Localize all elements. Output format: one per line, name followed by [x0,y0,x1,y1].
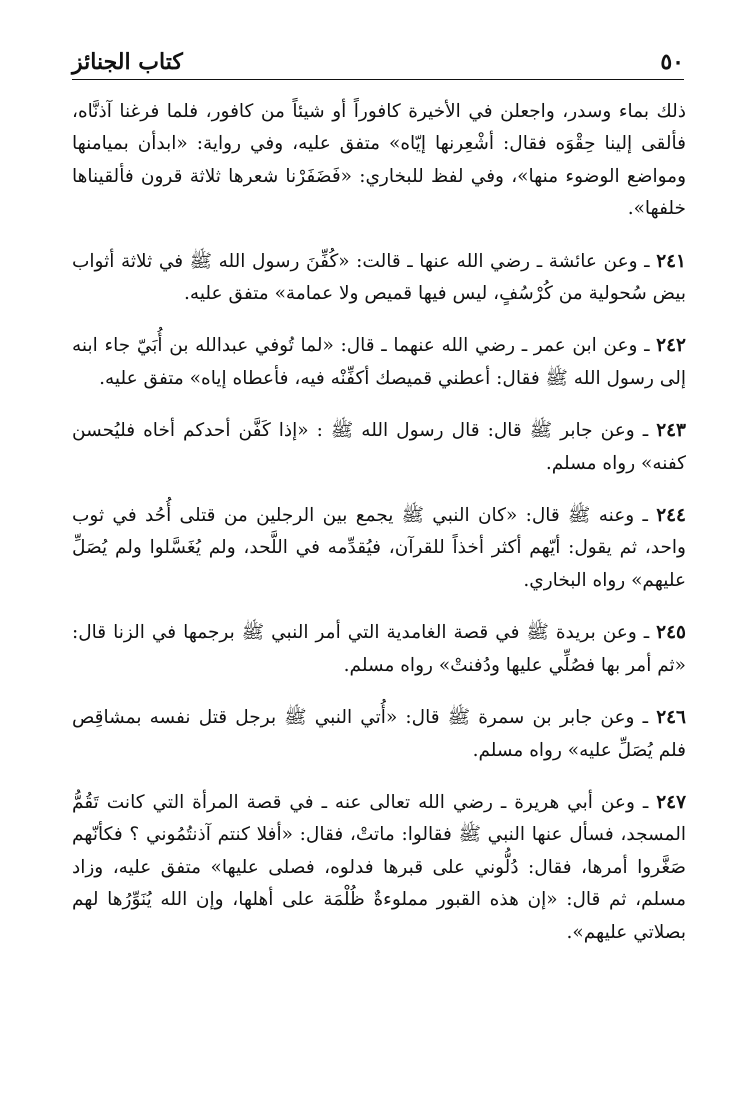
hadith-text: ـ وعن ابن عمر ـ رضي الله عنهما ـ قال: «لما تُوفي عبدالله بن أُبَيّ جاء ابنه إلى رسول الله ﷺ فقال: أعطني قميصك أكفِّنْه فيه، فأعطاه إياه» متفق عليه. [72,335,686,389]
hadith-241 [72,246,686,311]
hadith-text: ـ وعن عائشة ـ رضي الله عنها ـ قالت: «كُفِّنَ رسول الله ﷺ في ثلاثة أثواب بيض سُحولية من كُرْسُفٍ، ليس فيها قميص ولا عمامة» متفق عليه. [72,250,686,305]
hadith-242 [72,330,686,395]
hadith-number: ٢٤٥ [656,622,686,644]
running-title: كتاب الجنائز [72,49,183,75]
hadith-243 [72,415,686,480]
hadith-text: ـ وعن أبي هريرة ـ رضي الله تعالى عنه ـ في قصة المرأة التي كانت تَقُمُّ المسجد، فسأل عنها النبي ﷺ فقالوا: ماتتْ، فقال: «أفلا كنتم آذنتُمُوني ؟ فكأنّهم صَغَّروا أمرها، فقال: دُلُّوني على قبرها فدلوه، فصلى عليها» متفق عليه، وزاد مسلم، ثم قال: «إن هذه القبور مملوءةٌ ظُلْمَة على أهلها، وإن الله يُنَوِّرُها لهم بصلاتي عليهم». [72,791,686,943]
hadith-number: ٢٤٦ [656,707,686,729]
paragraph-text: ذلك بماء وسدر، واجعلن في الأخيرة كافوراً أو شيئاً من كافور، فلما فرغنا آذنَّاه، فألقى إلينا حِقْوَه فقال: أشْعِرنها إيّاه» متفق عليه، وفي رواية: «ابدأن بميامنها ومواضع الوضوء منها»، وفي لفظ للبخاري: «فَضَفَرْنا شعرها ثلاثة قرون فألقيناها خلفها». [72,101,686,220]
hadith-text: ـ وعن جابر بن سمرة ﷺ قال: «أُتي النبي ﷺ برجل قتل نفسه بمشاقِص فلم يُصَلِّ عليه» رواه مسلم. [72,707,686,761]
hadith-245 [72,617,686,682]
hadith-text: ـ وعن بريدة ﷺ في قصة الغامدية التي أمر النبي ﷺ برجمها في الزنا قال: «ثم أمر بها فصُلِّي عليها ودُفنتْ» رواه مسلم. [72,622,686,676]
hadith-247 [72,787,686,949]
hadith-number: ٢٤١ [656,250,686,272]
page-number: ٥٠ [660,49,684,75]
hadith-number: ٢٤٣ [656,420,686,442]
hadith-number: ٢٤٧ [656,791,687,813]
hadith-246 [72,702,686,767]
body-text [72,96,686,969]
hadith-244 [72,500,686,597]
hadith-number: ٢٤٢ [656,335,686,357]
hadith-number: ٢٤٤ [656,505,686,527]
paragraph-continuation [72,96,686,226]
hadith-text: ـ وعن جابر ﷺ قال: قال رسول الله ﷺ : «إذا كَفَّن أحدكم أخاه فليُحسن كفنه» رواه مسلم. [72,420,686,474]
hadith-text: ـ وعنه ﷺ قال: «كان النبي ﷺ يجمع بين الرجلين من قتلى أُحُد في ثوب واحد، ثم يقول: أيّهم أكثر أخذاً للقرآن، فيُقدِّمه في اللَّحد، ولم يُغَسَّلوا ولم يُصَلِّ عليهم» رواه البخاري. [72,505,686,591]
page-header [72,40,684,80]
